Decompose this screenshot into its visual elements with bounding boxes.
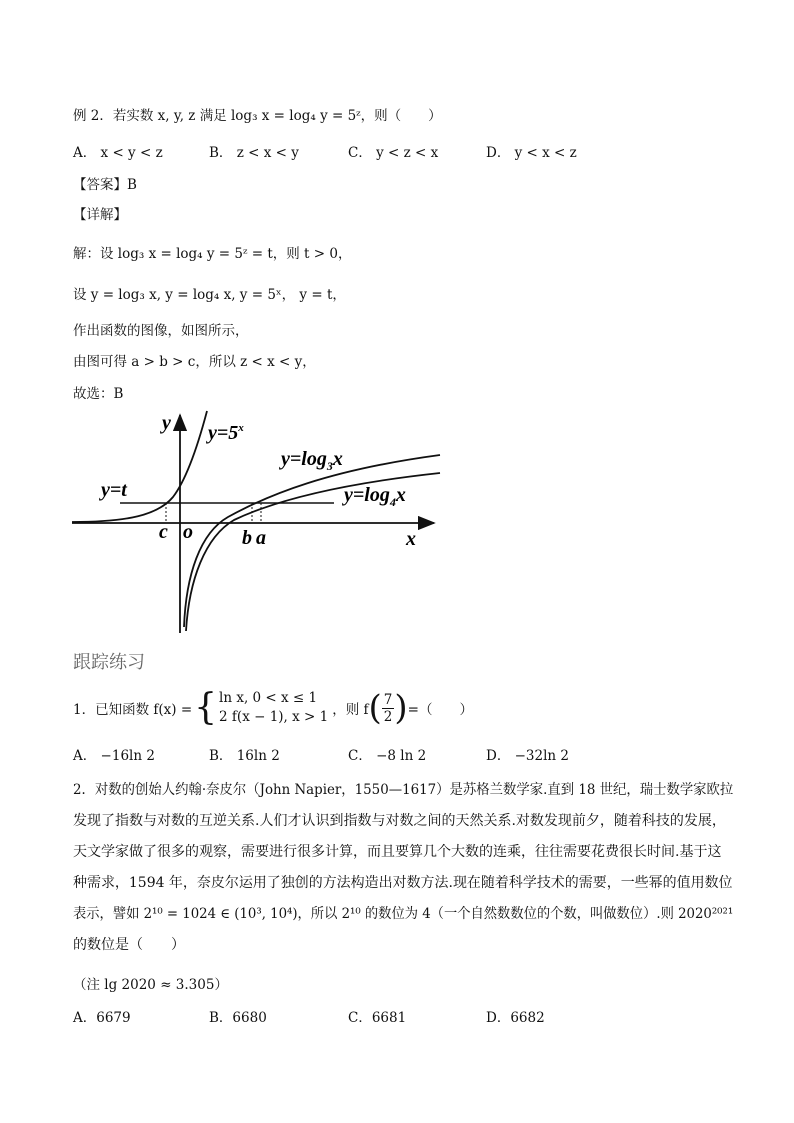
q1-frac-num: 7 bbox=[383, 691, 393, 708]
q1-frac-den: 2 bbox=[383, 708, 393, 725]
q1-option-a: A． −16ln 2 bbox=[73, 748, 155, 764]
example-stem: 例 2．若实数 x, y, z 满足 log₃ x = log₄ y = 5ᶻ，则（ ） bbox=[73, 108, 442, 124]
q1-option-d: D． −32ln 2 bbox=[486, 748, 569, 764]
q2-note: （注 lg 2020 ≈ 3.305） bbox=[73, 977, 228, 993]
example-option-b: B． z < x < y bbox=[209, 145, 299, 161]
q2-line-5: 表示，譬如 2¹⁰ = 1024 ∈ (10³, 10⁴)，所以 2¹⁰ 的数位为 4（一个自然数数位的个数，叫做数位）.则 2020²⁰²¹ bbox=[73, 906, 734, 922]
solution-line-1: 解：设 log₃ x = log₄ y = 5ᶻ = t，则 t > 0， bbox=[73, 246, 352, 262]
detail-label: 【详解】 bbox=[73, 207, 127, 223]
q1-option-c: C． −8 ln 2 bbox=[348, 748, 427, 764]
example-option-c: C． y < z < x bbox=[348, 145, 439, 161]
label-log3: $y=\log_3x$ bbox=[281, 448, 343, 473]
q1-option-b: B． 16ln 2 bbox=[209, 748, 280, 764]
q2-line-2: 发现了指数与对数的互逆关系.人们才认识到指数与对数之间的天然关系.对数发现前夕，随着科技的发展， bbox=[73, 813, 726, 829]
q1-cases bbox=[219, 689, 328, 727]
section-title: 跟踪练习 bbox=[73, 652, 145, 673]
solution-line-5: 故选：B bbox=[73, 386, 124, 402]
q1-case-1: ln x, 0 < x ≤ 1 bbox=[219, 690, 318, 706]
q2-option-b: B．6680 bbox=[209, 1010, 267, 1026]
example-option-d: D． y < x < z bbox=[486, 145, 577, 161]
q2-line-4: 种需求，1594 年，奈皮尔运用了独创的方法构造出对数方法.现在随着科学技术的需要，一些幂的值用数位 bbox=[73, 875, 733, 891]
label-exp: $y=5^x$ bbox=[208, 422, 244, 444]
q2-option-a: A．6679 bbox=[73, 1010, 131, 1026]
label-log4: $y=\log_4x$ bbox=[344, 484, 406, 509]
label-c: c bbox=[159, 521, 168, 543]
label-o: o bbox=[183, 521, 193, 543]
q2-paragraph bbox=[73, 775, 733, 961]
label-t: y=t bbox=[101, 479, 127, 501]
q1-paren-right: ) bbox=[394, 688, 408, 728]
function-graph bbox=[68, 405, 448, 640]
q1-fraction bbox=[382, 692, 395, 725]
label-x-axis: x bbox=[406, 528, 416, 550]
solution-line-2: 设 y = log₃ x, y = log₄ x, y = 5ˣ， y = t， bbox=[73, 287, 346, 303]
solution-line-4: 由图可得 a > b > c，所以 z < x < y， bbox=[73, 354, 316, 370]
q2-line-3: 天文学家做了很多的观察，需要进行很多计算，而且要算几个大数的连乘，往往需要花费很长时间.基于这 bbox=[73, 844, 722, 860]
q2-option-c: C．6681 bbox=[348, 1010, 407, 1026]
label-y-axis: y bbox=[162, 412, 171, 434]
label-b: b bbox=[242, 527, 252, 549]
example-option-a: A． x < y < z bbox=[73, 145, 163, 161]
q2-option-d: D．6682 bbox=[486, 1010, 545, 1026]
solution-line-3: 作出函数的图像，如图所示， bbox=[73, 323, 249, 339]
q1-suffix-post: =（ ） bbox=[407, 702, 473, 718]
curve-5-pow-x bbox=[72, 411, 207, 522]
answer: 【答案】B bbox=[73, 177, 137, 193]
q1-stem bbox=[73, 688, 473, 728]
label-a: a bbox=[256, 527, 266, 549]
q2-line-6: 的数位是（ ） bbox=[73, 937, 185, 953]
q2-line-1: 2．对数的创始人约翰·奈皮尔（John Napier，1550—1617）是苏格兰数学家.直到 18 世纪，瑞士数学家欧拉 bbox=[73, 782, 734, 798]
q1-suffix-pre: ，则 f bbox=[332, 702, 369, 718]
curve-log3 bbox=[184, 455, 440, 627]
q1-brace: { bbox=[194, 687, 218, 728]
q1-case-2: 2 f(x − 1), x > 1 bbox=[219, 709, 329, 725]
q1-prefix: 1．已知函数 f(x) = bbox=[73, 702, 193, 718]
q1-paren-left: ( bbox=[368, 688, 382, 728]
